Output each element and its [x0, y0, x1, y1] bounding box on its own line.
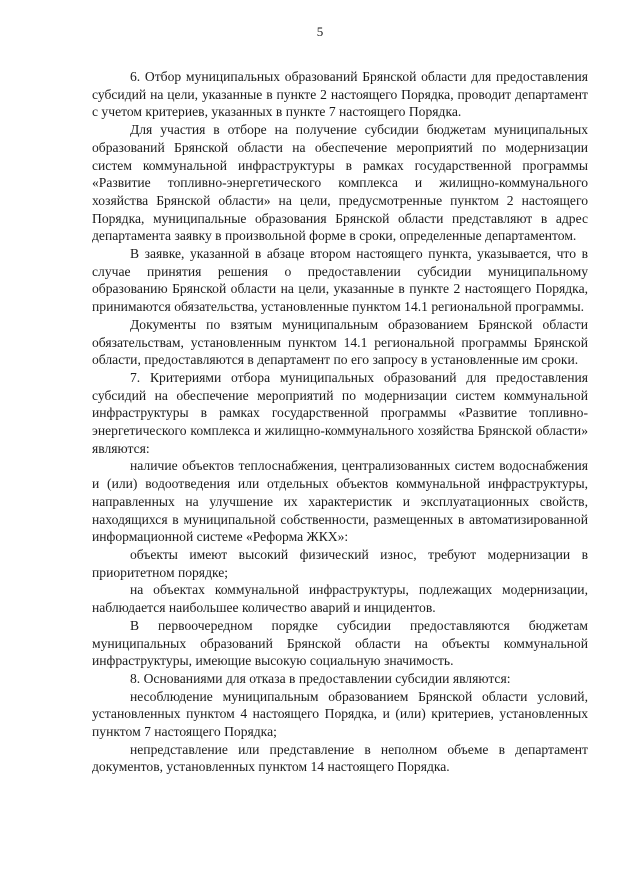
page-number: 5 — [316, 24, 324, 39]
paragraph-application: В заявке, указанной в абзаце втором настоящего пункта, указывается, что в случае принятия решения о предоставлении субсидии муниципальному образованию Брянской области на цели, указанные в пункте 2 настоящего Порядка, принимаются обязательства, установленные пунктом 14.1 региональной программы. — [92, 246, 588, 315]
paragraph-priority: В первоочередном порядке субсидии предоставляются бюджетам муниципальных образований Брянской области на объекты коммунальной инфраструктуры, имеющие высокую социальную значимость. — [92, 617, 588, 669]
paragraph-participation: Для участия в отборе на получение субсидии бюджетам муниципальных образований Брянской области на обеспечение мероприятий по модернизации систем коммунальной инфраструктуры в рамках государственной программы «Развитие топливно-энергетического комплекса и жилищно-коммунального хозяйства Брянской области» на цели, предусмотренные пунктом 2 настоящего Порядка, муниципальные образования Брянской области представляют в адрес департамента заявку в произвольной форме в сроки, определенные департаментом. — [92, 122, 588, 244]
paragraph-6-selection: 6. Отбор муниципальных образований Брянской области для предоставления субсидий на цели, указанные в пункте 2 настоящего Порядка, проводит департамент с учетом критериев, указанных в пункте 7 настоящего Порядка. — [92, 69, 588, 120]
paragraph-7-criteria: 7. Критериями отбора муниципальных образований для предоставления субсидий на обеспечение мероприятий по модернизации систем коммунальной инфраструктуры в рамках государственной программы «Развитие топливно-энергетического комплекса и жилищно-коммунального хозяйства Брянской области» являются: — [92, 369, 588, 456]
paragraph-8-refusal: 8. Основаниями для отказа в предоставлении субсидии являются: — [130, 670, 511, 686]
paragraph-refusal-documents: непредставление или представление в неполном объеме в департамент документов, установленных пунктом 14 настоящего Порядка. — [92, 741, 588, 775]
paragraph-documents: Документы по взятым муниципальным образованием Брянской области обязательствам, установленным пунктом 14.1 региональной программы Брянской области, предоставляются в департамент по его запросу в установленные им сроки. — [92, 316, 588, 368]
paragraph-criteria-wear: объекты имеют высокий физический износ, требуют модернизации в приоритетном порядке; — [92, 546, 588, 580]
paragraph-criteria-objects: наличие объектов теплоснабжения, централизованных систем водоснабжения и (или) водоотведения или отдельных объектов коммунальной инфраструктуры, направленных на улучшение их характеристик и эксплуатационных свойств, находящихся в муниципальной собственности, размещенных в автоматизированной информационной системе «Реформа ЖКХ»: — [92, 458, 588, 545]
document-body — [92, 68, 588, 776]
paragraph-refusal-conditions: несоблюдение муниципальным образованием Брянской области условий, установленных пунктом 4 настоящего Порядка, и (или) критериев, установленных пунктом 7 настоящего Порядка; — [92, 688, 588, 740]
paragraph-criteria-accidents: на объектах коммунальной инфраструктуры, подлежащих модернизации, наблюдается наибольшее количество аварий и инцидентов. — [92, 582, 588, 616]
